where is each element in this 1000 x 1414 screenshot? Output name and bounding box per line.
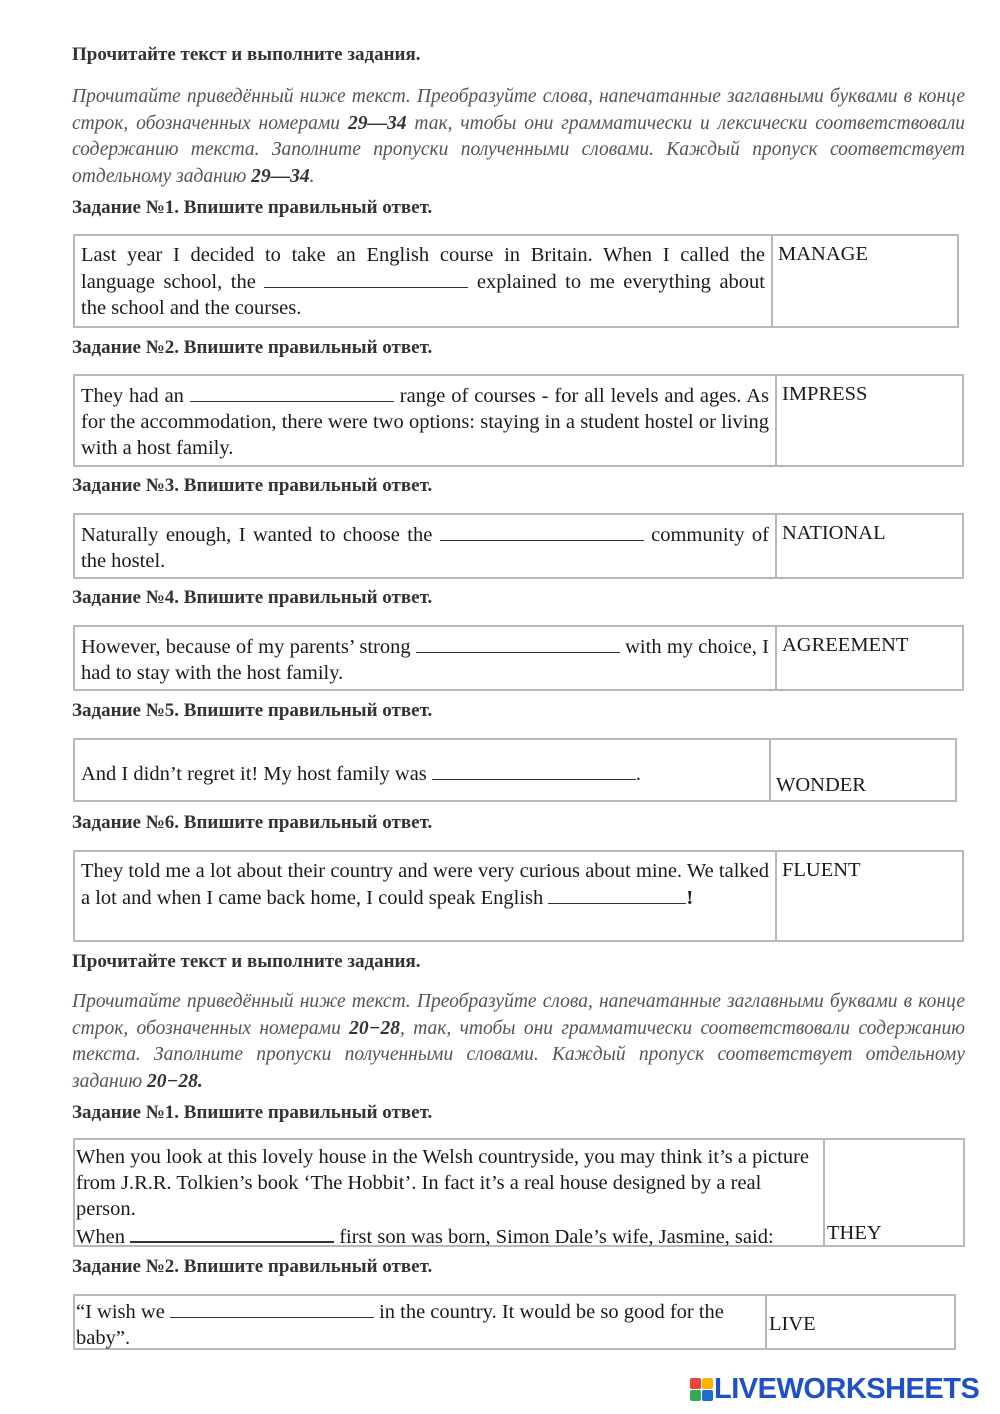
source-word: FLUENT xyxy=(782,859,861,881)
task-box xyxy=(73,513,964,579)
task-box xyxy=(73,1294,956,1350)
answer-blank[interactable] xyxy=(264,268,468,288)
liveworksheets-logo-icon xyxy=(690,1376,714,1404)
task-title: Задание №1. Впишите правильный ответ. xyxy=(72,1102,433,1123)
liveworksheets-logo[interactable] xyxy=(690,1373,979,1406)
task-box xyxy=(73,850,964,942)
section1-heading: Прочитайте текст и выполните задания. xyxy=(72,44,421,65)
task-title: Задание №1. Впишите правильный ответ. xyxy=(72,197,433,218)
task-box xyxy=(73,738,957,802)
task-sentence: When you look at this lovely house in the Welsh countryside, you may think it’s a picture from J.R.R. Tolkien’s book ‘The Hobbit’. In fact it’s a real house designed by a real person. When first son was born, Simon Dale’s wife, Jasmine, said: xyxy=(75,1140,825,1245)
source-word: MANAGE xyxy=(778,243,868,265)
task-box xyxy=(73,625,964,691)
answer-blank[interactable] xyxy=(170,1298,374,1318)
task-box xyxy=(73,374,964,467)
task-box xyxy=(73,234,959,328)
answer-blank[interactable] xyxy=(190,382,394,402)
answer-blank[interactable] xyxy=(130,1222,334,1243)
answer-blank[interactable] xyxy=(416,633,620,653)
source-word: THEY xyxy=(827,1222,882,1244)
task-sentence: They had an range of courses - for all levels and ages. As for the accommodation, there were two options: staying in a student hostel or living with a host family. xyxy=(75,376,777,465)
task-title: Задание №4. Впишите правильный ответ. xyxy=(72,587,433,608)
answer-blank[interactable] xyxy=(432,760,636,780)
source-word: WONDER xyxy=(776,774,866,796)
task-title: Задание №5. Впишите правильный ответ. xyxy=(72,700,433,721)
task-box xyxy=(73,1138,965,1247)
task-sentence: “I wish we in the country. It would be so good for the baby”. xyxy=(75,1296,767,1348)
task-sentence: Naturally enough, I wanted to choose the community of the hostel. xyxy=(75,515,777,577)
source-word: AGREEMENT xyxy=(782,634,909,656)
section2-heading: Прочитайте текст и выполните задания. xyxy=(72,951,421,972)
answer-blank[interactable] xyxy=(548,884,686,904)
task-title: Задание №6. Впишите правильный ответ. xyxy=(72,812,433,833)
task-title: Задание №3. Впишите правильный ответ. xyxy=(72,475,433,496)
task-sentence: They told me a lot about their country and were very curious about mine. We talked a lot and when I came back home, I could speak English ! xyxy=(75,852,777,940)
task-title: Задание №2. Впишите правильный ответ. xyxy=(72,337,433,358)
task-sentence: Last year I decided to take an English course in Britain. When I called the language school, the explained to me everything about the school and the courses. xyxy=(75,236,773,326)
source-word: NATIONAL xyxy=(782,522,886,544)
liveworksheets-logo-text: LIVEWORKSHEETS xyxy=(714,1373,980,1405)
source-word: LIVE xyxy=(769,1313,816,1335)
section1-instructions: Прочитайте приведённый ниже текст. Преобразуйте слова, напечатанные заглавными буквами в конце строк, обозначенных номерами 29––34 так, чтобы они грамматически и лексически соответствовали содержанию текста. Заполните пропуски полученными словами. Каждый пропуск соответствует отдельному заданию 29––34. xyxy=(72,86,966,187)
answer-blank[interactable] xyxy=(440,521,644,541)
task-sentence: However, because of my parents’ strong with my choice, I had to stay with the host family. xyxy=(75,627,777,689)
section2-instructions: Прочитайте приведённый ниже текст. Преобразуйте слова, напечатанные заглавными буквами в конце строк, обозначенных номерами 20−28, так, чтобы они грамматически соответствовали содержанию текста. Заполните пропуски полученными словами. Каждый пропуск соответствует отдельному заданию 20−28. xyxy=(72,991,965,1092)
task-title: Задание №2. Впишите правильный ответ. xyxy=(72,1256,433,1277)
source-word: IMPRESS xyxy=(782,383,868,405)
task-sentence: And I didn’t regret it! My host family was . xyxy=(75,740,771,800)
